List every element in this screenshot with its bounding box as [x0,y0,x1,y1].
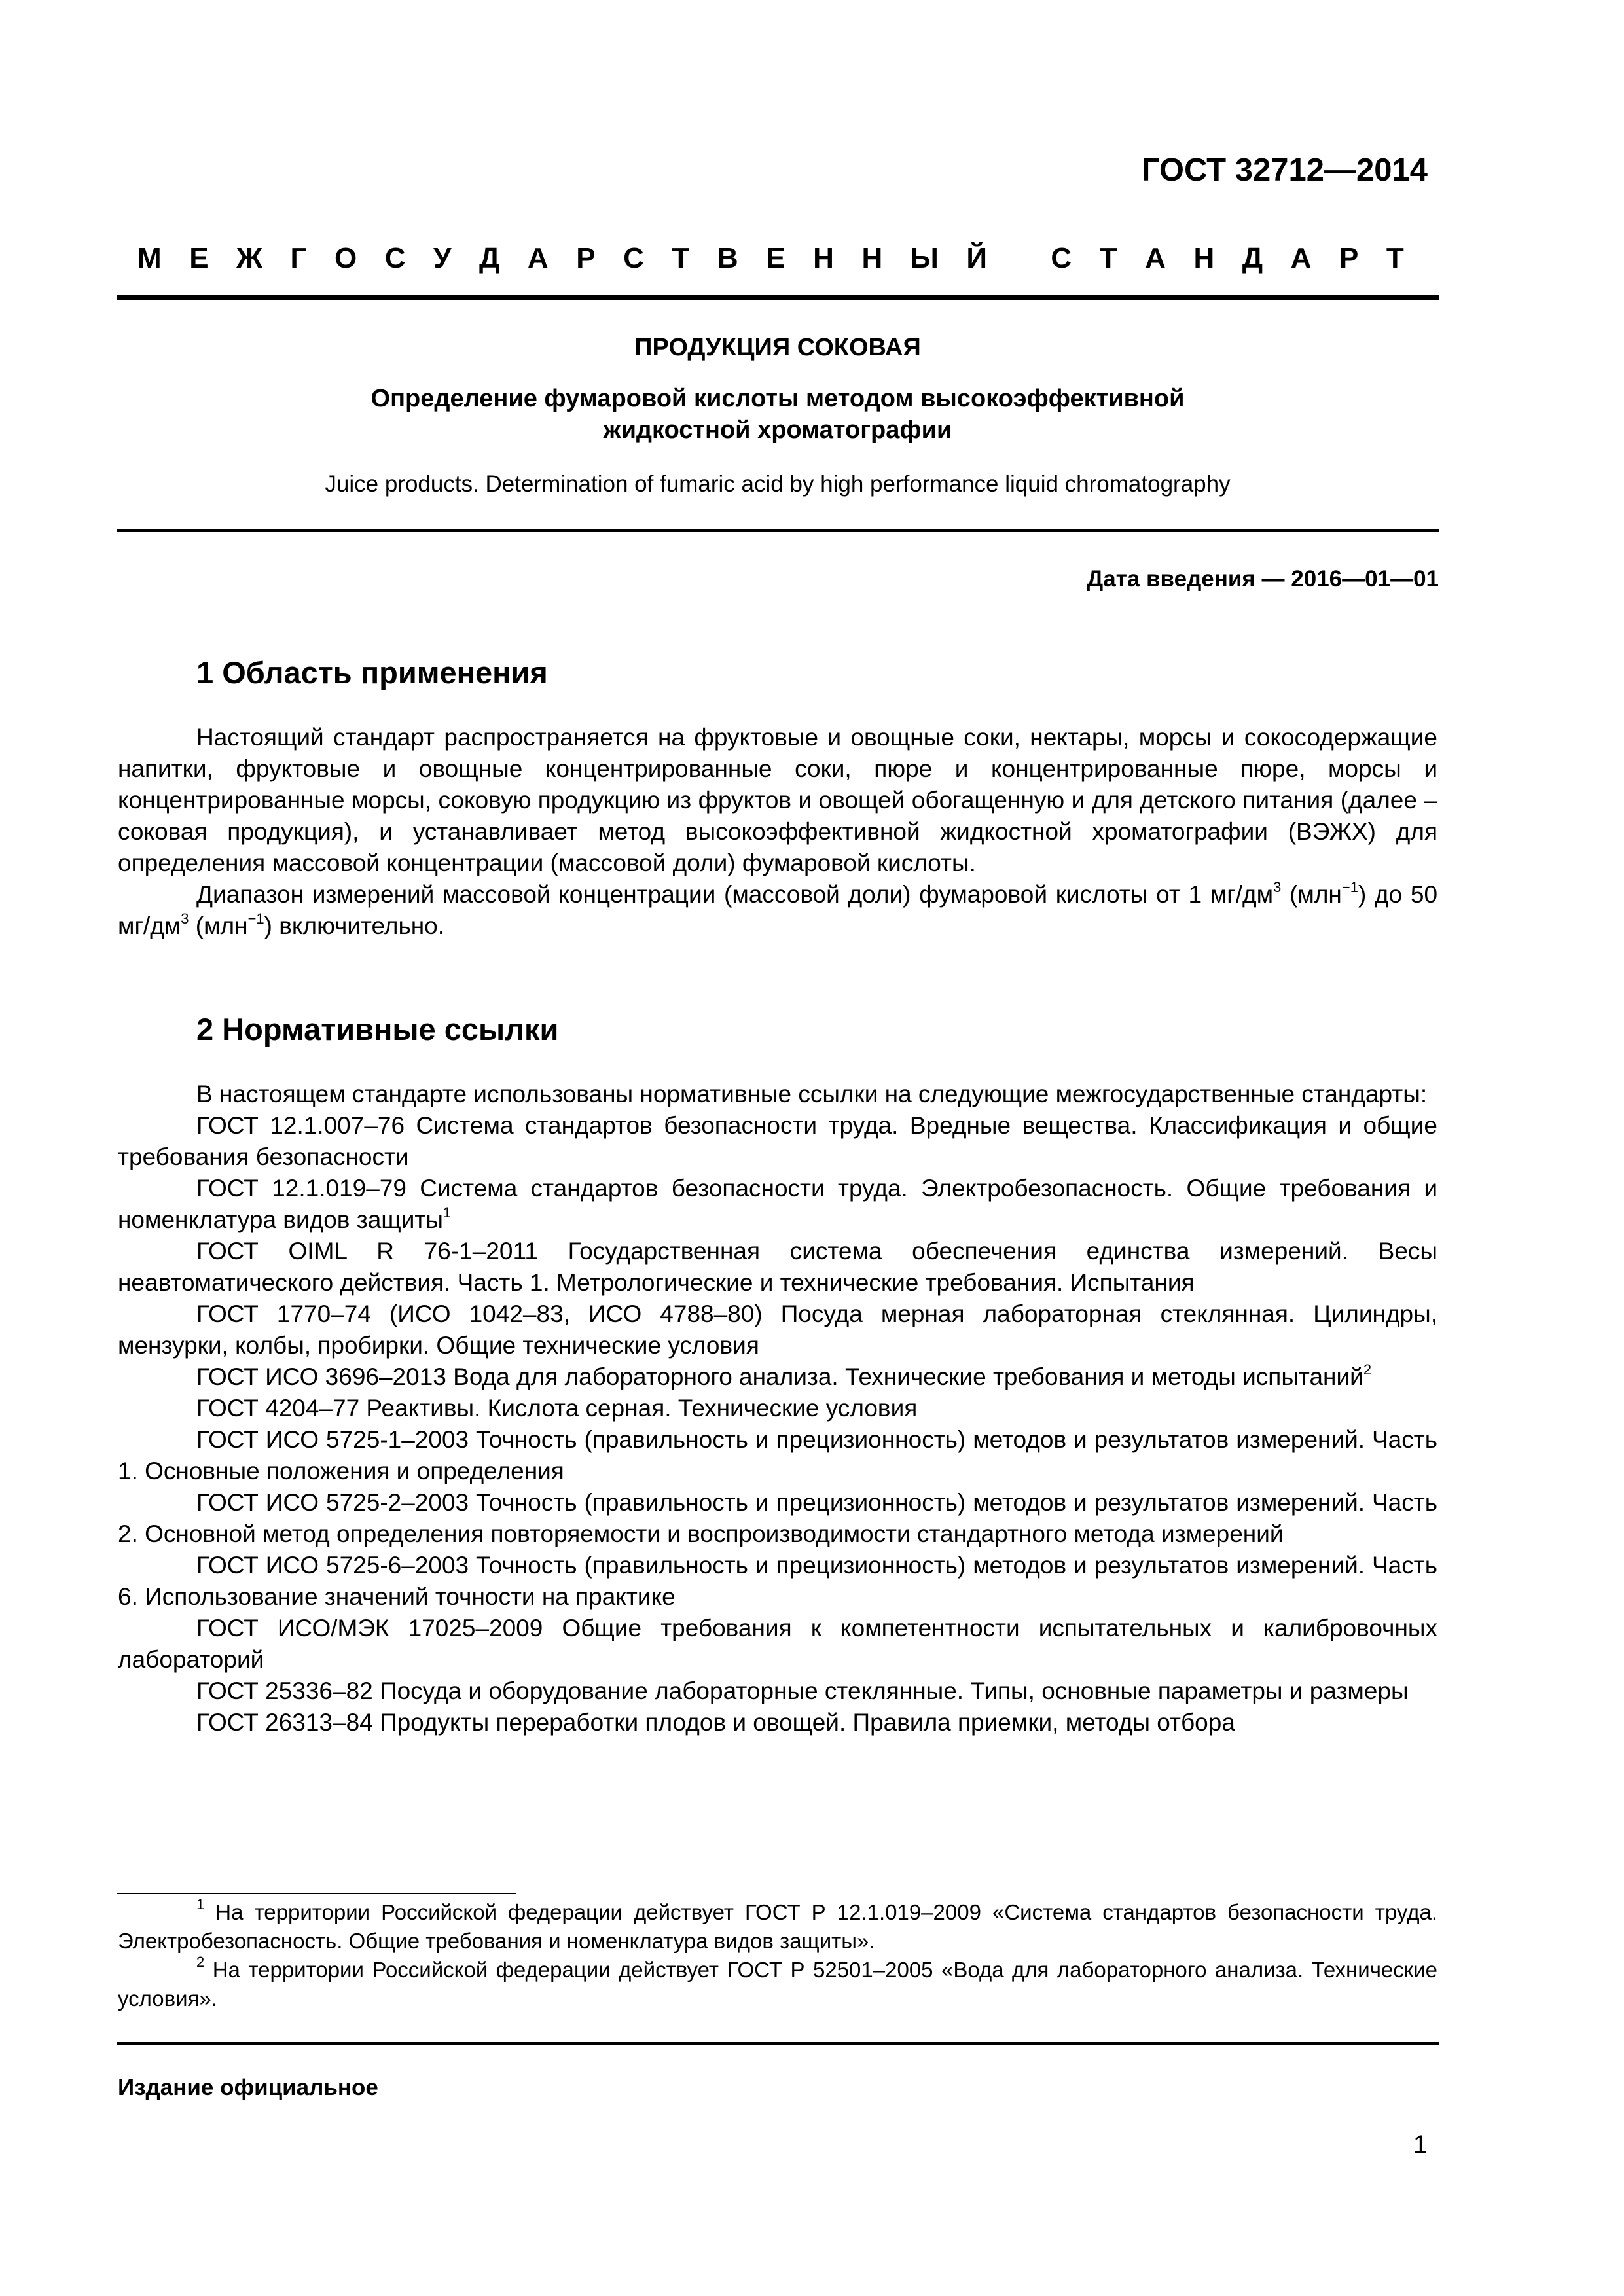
footnote-mark: 2 [196,1954,205,1970]
footnote-mark: 1 [196,1896,205,1912]
official-edition-label: Издание официальное [118,2075,378,2100]
title-rule [117,529,1439,532]
superscript: −1 [1341,879,1358,895]
document-title: ПРОДУКЦИЯ СОКОВАЯ [634,334,921,361]
footnote-text: На территории Российской федерации действует ГОСТ Р 52501–2005 «Вода для лабораторного анализа. Технические условия». [118,1958,1437,2011]
banner-letter: Т [1386,242,1404,274]
banner-letter: Н [861,242,883,274]
banner-letter: А [1145,242,1166,274]
header-thick-rule [117,295,1439,300]
reference-item: ГОСТ 26313–84 Продукты переработки плодов и овощей. Правила приемки, методы отбора [196,1709,1235,1736]
banner-letter: О [334,242,357,274]
document-subtitle [117,383,1439,446]
banner-letter: С [623,242,644,274]
section-1-heading: 1 Область применения [196,655,548,690]
reference-item: ГОСТ OIML R 76-1–2011 Государственная система обеспечения единства измерений. Весы неавтоматического действия. Часть 1. Метрологические и технические требования. Испытания [118,1238,1437,1296]
reference-item: ГОСТ ИСО 5725-2–2003 Точность (правильность и прецизионность) методов и результатов измерений. Часть 2. Основной метод определения повторяемости и воспроизводимости стандартного метода измерений [118,1489,1437,1547]
superscript: 3 [181,910,189,927]
banner-letter: Д [478,242,500,274]
banner-letter: М [137,242,162,274]
range-text: Диапазон измерений массовой концентрации (массовой доли) фумаровой кислоты от 1 мг/дм [196,881,1274,908]
range-text: (млн [189,912,248,939]
banner-letter: Н [1193,242,1215,274]
banner-letter: С [1051,242,1072,274]
reference-item: ГОСТ ИСО/МЭК 17025–2009 Общие требования к компетентности испытательных и калибровочных лабораторий [118,1615,1437,1673]
reference-text: ГОСТ 12.1.019–79 Система стандартов безопасности труда. Электробезопасность. Общие требования и номенклатура видов защиты [118,1175,1437,1233]
scope-paragraph: Настоящий стандарт распространяется на фруктовые и овощные соки, нектары, морсы и сокосодержащие напитки, фруктовые и овощные концентрированные соки, пюре и концентрированные пюре, морсы и концентрированные морсы, соковую продукцию из фруктов и овощей обогащенную и для детского питания (далее – соковая продукция), и устанавливает метод высокоэффективной жидкостной хроматографии (ВЭЖХ) для определения массовой концентрации (массовой доли) фумаровой кислоты. [118,724,1437,876]
interstate-standard-banner [137,242,1404,275]
range-text: ) включительно. [264,912,445,939]
page-number: 1 [1413,2130,1428,2159]
footnote-text: На территории Российской федерации действует ГОСТ Р 12.1.019–2009 «Система стандартов безопасности труда. Электробезопасность. Общие требования и номенклатура видов защиты». [118,1900,1437,1953]
footnote-separator [117,1893,516,1894]
section-2-body [118,1079,1437,1738]
reference-item: ГОСТ ИСО 5725-1–2003 Точность (правильность и прецизионность) методов и результатов измерений. Часть 1. Основные положения и определения [118,1426,1437,1484]
superscript: 3 [1273,879,1282,895]
section-1-body [118,722,1437,942]
footnote-ref: 2 [1363,1361,1372,1378]
banner-letter: Т [1099,242,1117,274]
section-2-heading: 2 Нормативные ссылки [196,1012,559,1047]
banner-letter: Ж [236,242,262,274]
english-title: Juice products. Determination of fumaric acid by high performance liquid chromatography [325,471,1231,497]
subtitle-line-2: жидкостной хроматографии [603,416,952,444]
range-text: (млн [1290,881,1342,908]
banner-letter: Г [290,242,307,274]
banner-letter: Н [813,242,834,274]
footnote-2 [118,1956,1437,2013]
banner-letter: С [384,242,406,274]
banner-letter: Ы [910,242,939,274]
banner-letter: Р [1339,242,1359,274]
banner-letter: Е [766,242,785,274]
reference-item: ГОСТ ИСО 5725-6–2003 Точность (правильность и прецизионность) методов и результатов измерений. Часть 6. Использование значений точности на практике [118,1552,1437,1610]
range-paragraph [118,879,1437,942]
reference-item: ГОСТ 25336–82 Посуда и оборудование лабораторные стеклянные. Типы, основные параметры и размеры [196,1677,1409,1704]
footnote-1 [118,1898,1437,1956]
reference-item [118,1173,1437,1236]
banner-letter: У [433,242,452,274]
subtitle-line-1: Определение фумаровой кислоты методом высокоэффективной [370,385,1185,412]
banner-letter: Й [966,242,988,274]
reference-item: ГОСТ 1770–74 (ИСО 1042–83, ИСО 4788–80) Посуда мерная лабораторная стеклянная. Цилиндры, мензурки, колбы, пробирки. Общие технические условия [118,1300,1437,1359]
references-intro: В настоящем стандарте использованы нормативные ссылки на следующие межгосударственные стандарты: [196,1081,1428,1107]
standard-number: ГОСТ 32712—2014 [1141,152,1428,188]
banner-gap [1015,242,1023,275]
banner-letter: Р [576,242,596,274]
footnotes [118,1898,1437,2013]
reference-text: ГОСТ ИСО 3696–2013 Вода для лабораторного анализа. Технические требования и методы испытаний [196,1363,1363,1390]
banner-letter: В [717,242,738,274]
range-text: ) до 50 мг/дм [118,881,1438,939]
banner-letter: А [1290,242,1312,274]
superscript: −1 [247,910,264,927]
footnote-ref: 1 [442,1204,452,1221]
banner-letter: Д [1242,242,1263,274]
banner-letter: Е [189,242,209,274]
reference-item: ГОСТ 4204–77 Реактивы. Кислота серная. Технические условия [196,1395,918,1422]
introduction-date: Дата введения — 2016—01—01 [1087,566,1439,592]
reference-item: ГОСТ 12.1.007–76 Система стандартов безопасности труда. Вредные вещества. Классификация и общие требования безопасности [118,1112,1437,1170]
reference-item [118,1361,1437,1393]
banner-letter: А [527,242,549,274]
footer-rule [117,2042,1439,2045]
banner-letter: Т [672,242,690,274]
